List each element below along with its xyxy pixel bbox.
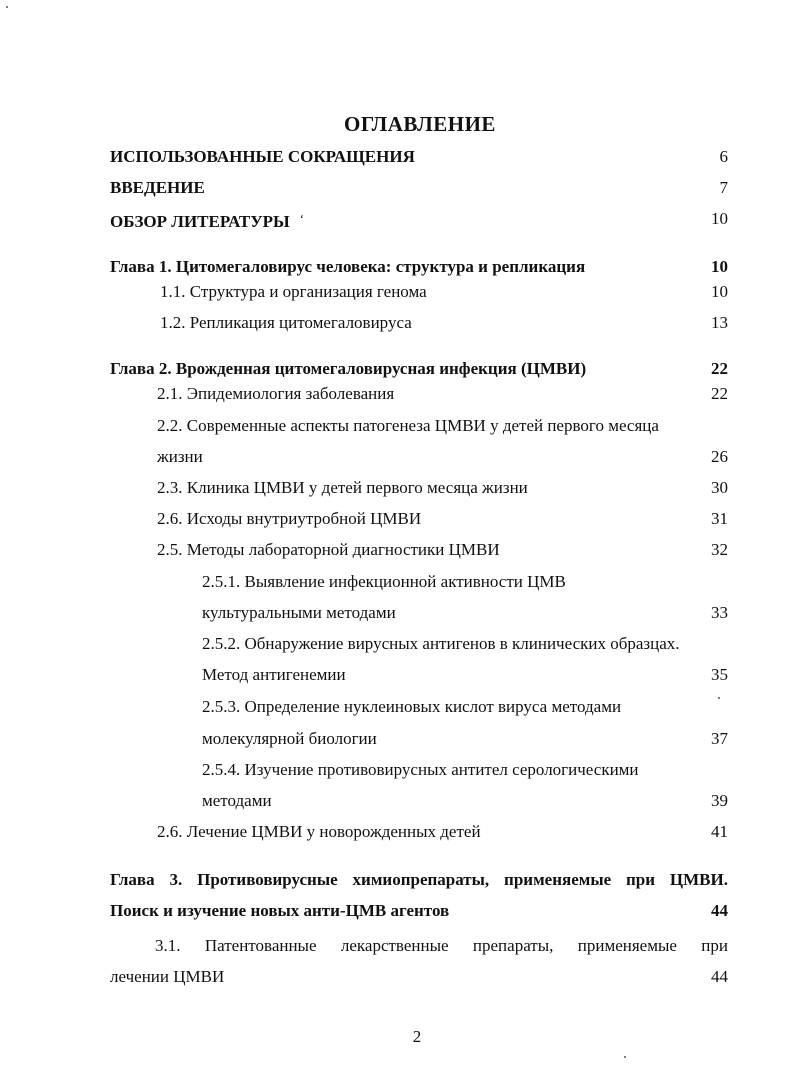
toc-entry-2-3[interactable]: 2.3. Клиника ЦМВИ у детей первого месяца жизни [157,478,528,497]
toc-entry-2-5-2[interactable]: 2.5.2. Обнаружение вирусных антигенов в клинических образцах. [202,634,680,653]
toc-page-abbreviations: 6 [719,147,728,166]
toc-entry-2-6-outcomes[interactable]: 2.6. Исходы внутриутробной ЦМВИ [157,509,422,528]
toc-page-2-2: 26 [711,447,728,466]
toc-entry-2-5-1[interactable]: 2.5.1. Выявление инфекционной активности ЦМВ [202,572,566,591]
toc-page-1-1: 10 [711,282,728,301]
toc-entry-1-1[interactable]: 1.1. Структура и организация генома [160,282,427,301]
toc-entry-2-5-4[interactable]: 2.5.4. Изучение противовирусных антител серологическими [202,760,639,779]
toc-entry-1-2[interactable]: 1.2. Репликация цитомегаловируса [160,313,412,332]
toc-page-2-5-1: 33 [711,603,728,622]
toc-page-2-1: 22 [711,384,728,403]
toc-page-2-5-4: 39 [711,791,728,810]
scan-speck [718,697,720,699]
toc-entry-literature-review-label: ОБЗОР ЛИТЕРАТУРЫ [110,212,290,231]
toc-entry-2-2[interactable]: 2.2. Современные аспекты патогенеза ЦМВИ у детей первого месяца [157,416,659,435]
toc-page-chapter-3: 44 [711,901,728,920]
toc-page-2-6-outcomes: 31 [711,509,728,528]
scan-speck [6,6,8,8]
page-number: 2 [412,1027,422,1046]
toc-entry-2-5[interactable]: 2.5. Методы лабораторной диагностики ЦМВИ [157,540,500,559]
toc-page-2-5-2: 35 [711,665,728,684]
toc-page-2-5: 32 [711,540,728,559]
toc-entry-2-1[interactable]: 2.1. Эпидемиология заболевания [157,384,395,403]
toc-entry-2-5-4-cont[interactable]: методами [202,791,272,810]
toc-entry-2-5-1-cont[interactable]: культуральными методами [202,603,396,622]
toc-entry-3-1-cont[interactable]: лечении ЦМВИ [110,967,225,986]
toc-entry-2-5-3[interactable]: 2.5.3. Определение нуклеиновых кислот вируса методами [202,697,622,716]
toc-entry-chapter-2[interactable]: Глава 2. Врожденная цитомегаловирусная инфекция (ЦМВИ) [110,359,587,378]
toc-entry-chapter-3-cont[interactable]: Поиск и изучение новых анти-ЦМВ агентов [110,901,450,920]
toc-page-1-2: 13 [711,313,728,332]
toc-page-literature-review: 10 [711,209,728,228]
toc-entry-chapter-3[interactable]: Глава 3. Противовирусные химиопрепараты, применяемые при ЦМВИ. [110,870,728,889]
toc-page-3-1: 44 [711,967,728,986]
toc-entry-2-5-2-cont[interactable]: Метод антигенемии [202,665,346,684]
toc-page-chapter-1: 10 [711,257,728,276]
toc-entry-3-1[interactable]: 3.1. Патентованные лекарственные препараты, применяемые при [155,936,728,955]
toc-page-2-6-treatment: 41 [711,822,728,841]
toc-page-introduction: 7 [719,178,728,197]
toc-entry-chapter-1[interactable]: Глава 1. Цитомегаловирус человека: структура и репликация [110,257,586,276]
stray-mark: ‘ [299,211,305,226]
toc-entry-literature-review[interactable] [110,209,304,232]
toc-page-2-5-3: 37 [711,729,728,748]
toc-entry-2-2-cont[interactable]: жизни [157,447,203,466]
toc-entry-abbreviations[interactable]: ИСПОЛЬЗОВАННЫЕ СОКРАЩЕНИЯ [110,147,415,166]
toc-entry-2-6-treatment[interactable]: 2.6. Лечение ЦМВИ у новорожденных детей [157,822,481,841]
toc-entry-2-5-3-cont[interactable]: молекулярной биологии [202,729,377,748]
toc-page-2-3: 30 [711,478,728,497]
scan-speck [624,1056,626,1058]
page-title: ОГЛАВЛЕНИЕ [344,112,496,136]
toc-entry-introduction[interactable]: ВВЕДЕНИЕ [110,178,205,197]
toc-page-chapter-2: 22 [711,359,728,378]
